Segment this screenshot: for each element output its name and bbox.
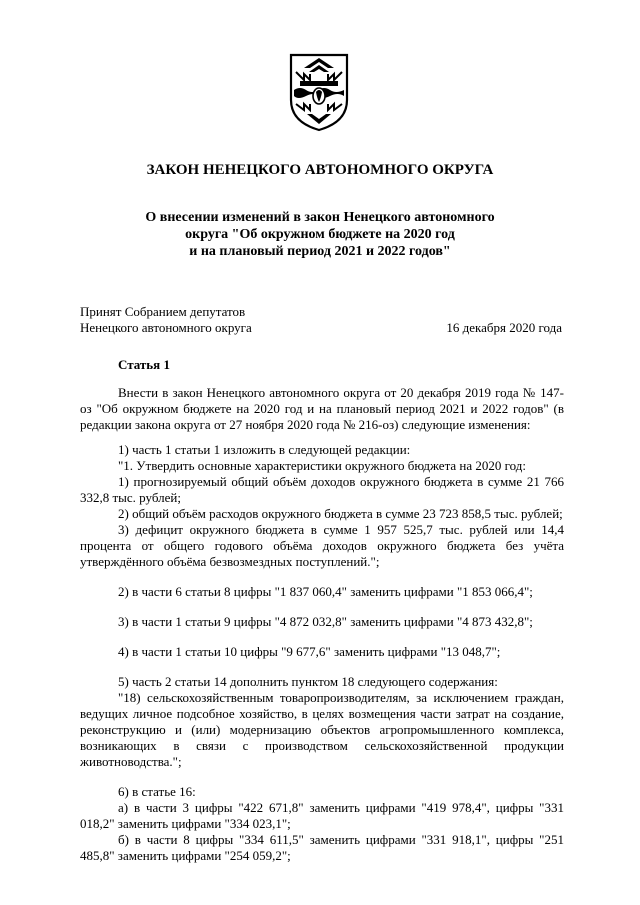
adopted-by-line2: Ненецкого автономного округа [80,320,252,335]
law-title: ЗАКОН НЕНЕЦКОГО АВТОНОМНОГО ОКРУГА [146,162,494,178]
item-5-text: "18) сельскохозяйственным товаропроизводителям, за исключением граждан, ведущих личное подсобное хозяйство, в целях возмещения части затрат на создание, реконструкцию и (или) модернизацию объектов агропромышленного комплекса, возникающих в связи с производством сельскохозяйственной продукции животноводства."; [80,690,564,769]
item-4: 4) в части 1 статьи 10 цифры "9 677,6" заменить цифрами "13 048,7"; [118,644,501,659]
subtitle-line: и на плановый период 2021 и 2022 годов" [189,244,451,259]
item-1-paragraph: 2) общий объём расходов окружного бюджета в сумме 23 723 858,5 тыс. рублей; [118,506,563,521]
item-6-b: б) в части 8 цифры "334 611,5" заменить цифрами "331 918,1", цифры "251 485,8" заменить цифрами "254 059,2"; [80,832,564,863]
subtitle-line: О внесении изменений в закон Ненецкого автономного [145,210,495,225]
item-6-lead: 6) в статье 16: [118,784,196,799]
adoption-block [80,304,252,336]
article-intro: Внести в закон Ненецкого автономного округа от 20 декабря 2019 года № 147-оз "Об окружном бюджете на 2020 год и на плановый период 2021 и 2022 годов" (в редакции закона округа от 27 ноября 2020 года № 216-оз) следующие изменения: [80,385,564,432]
adopted-by-line1: Принят Собранием депутатов [80,304,246,319]
document-body [80,385,564,864]
adoption-date: 16 декабря 2020 года [446,320,562,335]
item-2: 2) в части 6 статьи 8 цифры "1 837 060,4" заменить цифрами "1 853 066,4"; [118,584,533,599]
item-1-paragraph: "1. Утвердить основные характеристики окружного бюджета на 2020 год: [118,458,527,473]
coat-of-arms-icon [288,52,350,132]
item-5-lead: 5) часть 2 статьи 14 дополнить пунктом 18 следующего содержания: [118,674,498,689]
law-subtitle [0,209,640,260]
item-1-lead: 1) часть 1 статьи 1 изложить в следующей редакции: [118,442,411,457]
subtitle-line: округа "Об окружном бюджете на 2020 год [185,227,455,242]
article-heading: Статья 1 [118,357,170,372]
item-1-paragraph: 3) дефицит окружного бюджета в сумме 1 957 525,7 тыс. рублей или 14,4 процента от общего годового объёма доходов окружного бюджета без учёта утверждённого объёма безвозмездных поступлений."; [80,522,564,569]
item-6-a: а) в части 3 цифры "422 671,8" заменить цифрами "419 978,4", цифры "331 018,2" заменить цифрами "334 023,1"; [80,800,564,831]
item-1-paragraph: 1) прогнозируемый общий объём доходов окружного бюджета в сумме 21 766 332,8 тыс. рублей; [80,474,564,505]
item-3: 3) в части 1 статьи 9 цифры "4 872 032,8" заменить цифрами "4 873 432,8"; [118,614,533,629]
